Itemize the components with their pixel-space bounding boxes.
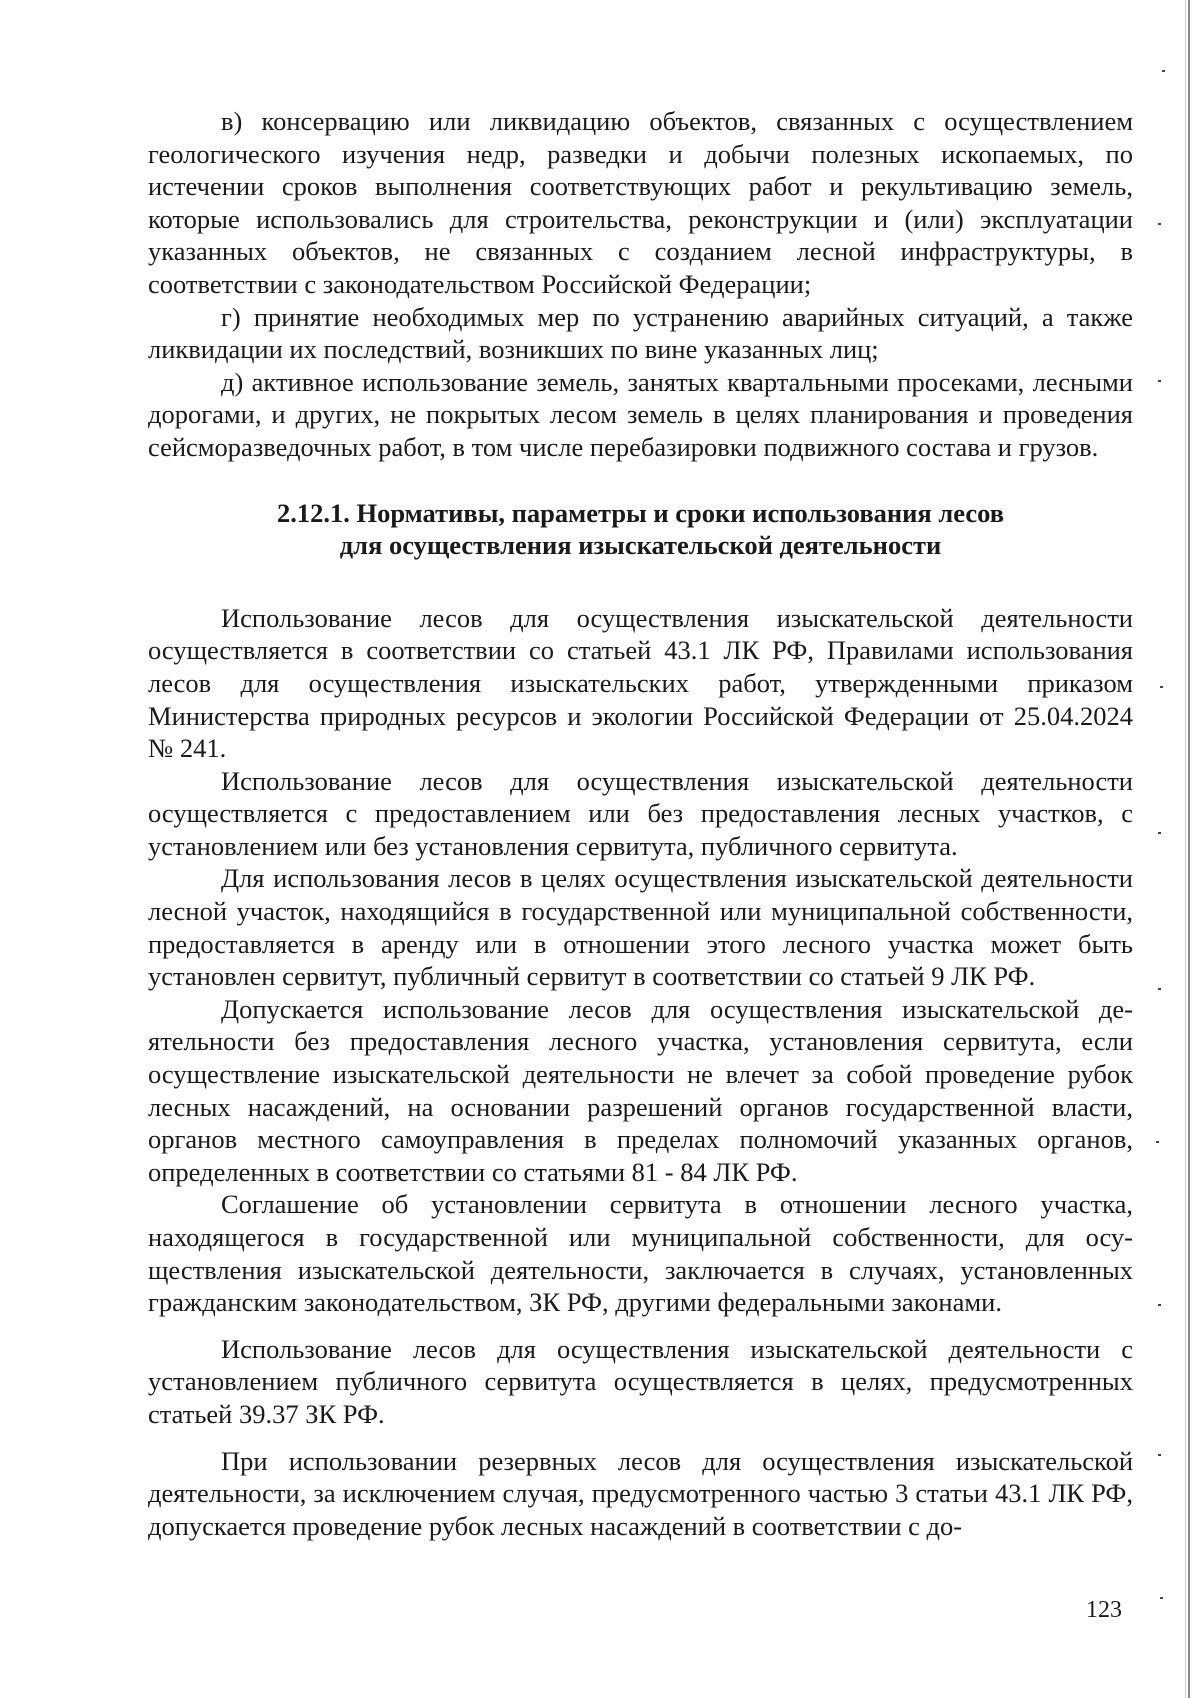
paragraph-without-provision: Допускается использование лесов для осуществления изыскательской деятельности без предоставления лесного участка, установления сервитута, если осуществление изыскательской деятельности не влечет за собой проведение рубок лесных насаждений, на основании разрешений органов государственной власти, органов местного самоуправления в пределах полномочий указанных органов, определенных в соответствии со статьями 81 - 84 ЛК РФ. [148, 993, 1133, 1187]
scan-speck [1158, 832, 1161, 834]
paragraph-public-servitude: Использование лесов для осуществления изыскательской деятельности с установлением публичного сервитута осуществляется в целях, предусмотренных статьей 39.37 ЗК РФ. [148, 1333, 1133, 1429]
paragraph-item-g: г) принятие необходимых мер по устранению аварийных ситуаций, а также ликвидации их последствий, возникших по вине указанных лиц; [148, 301, 1133, 365]
paragraph-provision-modes: Использование лесов для осуществления изыскательской деятельности осуществляется с предоставлением или без предоставления лесных участков, с установлением или без установления сервитута, публичного сервитута. [148, 765, 1133, 861]
scan-border [1188, 0, 1190, 1698]
scan-speck [1158, 1454, 1161, 1456]
document-body [148, 105, 1133, 1542]
section-heading [148, 497, 1133, 562]
scan-border-inner [1185, 0, 1186, 1698]
scan-speck [1158, 380, 1161, 382]
scan-speck [1160, 686, 1163, 688]
scan-speck [1162, 70, 1165, 72]
scan-speck [1160, 1597, 1163, 1599]
scan-speck [1158, 988, 1161, 990]
paragraph-item-v: в) консервацию или ликвидацию объектов, связанных с осуществлением геологического изучения недр, разведки и добычи полезных ископаемых, по истечении сроков выполнения соответствующих работ и рекультивацию земель, которые использовались для строительства, реконструкции и (или) эксплуатации указанных объектов, не связанных с созданием лесной инфраструктуры, в соответствии с законодательством Российской Федерации; [148, 106, 1133, 299]
paragraph-item-d: д) активное использование земель, занятых квартальными просеками, лесными дорогами, и других, не покрытых лесом земель в целях планирования и проведения сейсморазведочных работ, в том числе перебазировки подвижного состава и грузов. [148, 366, 1133, 462]
page-number: 123 [1086, 1597, 1122, 1623]
scan-speck [1158, 223, 1161, 225]
section-heading-line-2: для осуществления изыскательской деятельности [339, 530, 942, 561]
paragraph-legal-basis: Использование лесов для осуществления изыскательской деятельности осуществляется в соответствии со статьей 43.1 ЛК РФ, Правилами использования лесов для осуществления изыскательских работ, утвержденными приказом Министерства природных ресурсов и экологии Российской Федерации от 25.04.2024 № 241. [148, 602, 1133, 764]
paragraph-servitude-agreement: Соглашение об установлении сервитута в отношении лесного участка, находящегося в государственной или муниципальной собственности, для осуществления изыскательской деятельности, заключается в случаях, установленных гражданским законодательством, ЗК РФ, другими федеральными законами. [148, 1189, 1133, 1318]
paragraph-lease-servitude: Для использования лесов в целях осуществления изыскательской деятельности лесной участок, находящийся в государственной или муниципальной собственности, предоставляется в аренду или в отношении этого лесного участка может быть установлен сервитут, публичный сервитут в соответствии со статьей 9 ЛК РФ. [148, 863, 1133, 992]
scan-speck [1158, 1304, 1161, 1306]
paragraph-reserve-forests: При использовании резервных лесов для осуществления изыскательской деятельности, за исключением случая, предусмотренного частью 3 статьи 43.1 ЛК РФ, допускается проведение рубок лесных насаждений в соответствии с до- [148, 1445, 1133, 1541]
scan-speck [1156, 1141, 1159, 1143]
section-heading-line-1: 2.12.1. Нормативы, параметры и сроки использования лесов [276, 497, 1005, 528]
